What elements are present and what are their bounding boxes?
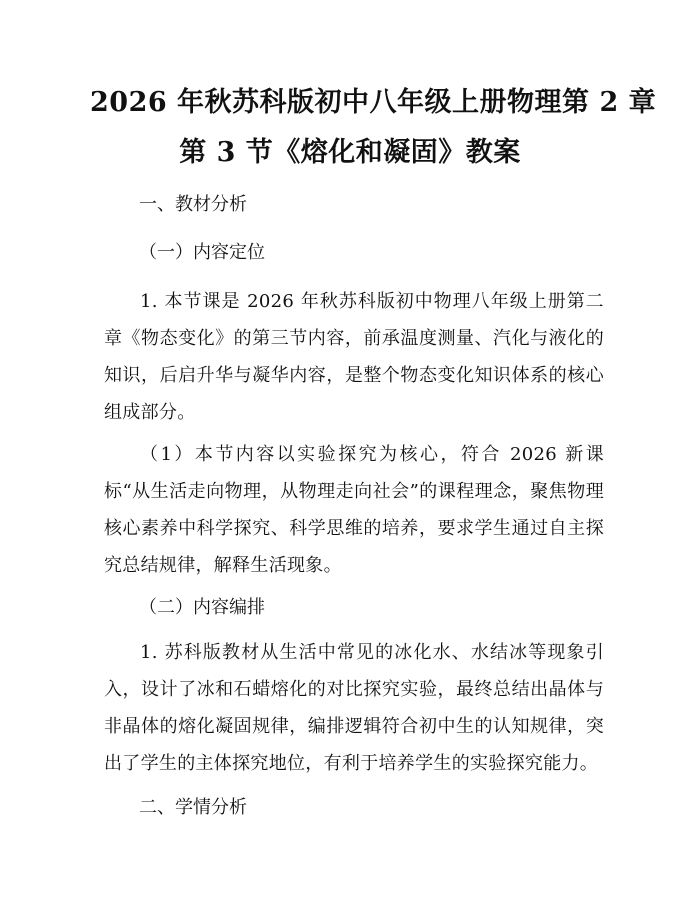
paragraph-content-positioning-1: 1. 本节课是 2026 年秋苏科版初中物理八年级上册第二章《物态变化》的第三节内容，前承温度测量、汽化与液化的知识，后启升华与凝华内容，是整个物态变化知识体系的核心组成部分。 xyxy=(104,291,604,423)
document-title-line-2: 第 3 节《熔化和凝固》教案 xyxy=(179,137,521,168)
document-title-line-1: 2026 年秋苏科版初中八年级上册物理第 2 章 xyxy=(90,87,657,118)
section-heading-textbook-analysis: 一、教材分析 xyxy=(139,194,247,215)
subsection-heading-content-positioning: （一）内容定位 xyxy=(139,242,265,263)
subsection-heading-content-arrangement: （二）内容编排 xyxy=(139,597,265,618)
section-heading-student-analysis: 二、学情分析 xyxy=(139,797,247,818)
paragraph-content-positioning-2: （1）本节内容以实验探究为核心，符合 2026 新课标“从生活走向物理，从物理走向社会”的课程理念，聚焦物理核心素养中科学探究、科学思维的培养，要求学生通过自主探究总结规律，解释生活现象。 xyxy=(104,444,604,576)
paragraph-content-arrangement-1: 1. 苏科版教材从生活中常见的冰化水、水结冰等现象引入，设计了冰和石蜡熔化的对比探究实验，最终总结出晶体与非晶体的熔化凝固规律，编排逻辑符合初中生的认知规律，突出了学生的主体探究地位，有利于培养学生的实验探究能力。 xyxy=(104,642,604,774)
